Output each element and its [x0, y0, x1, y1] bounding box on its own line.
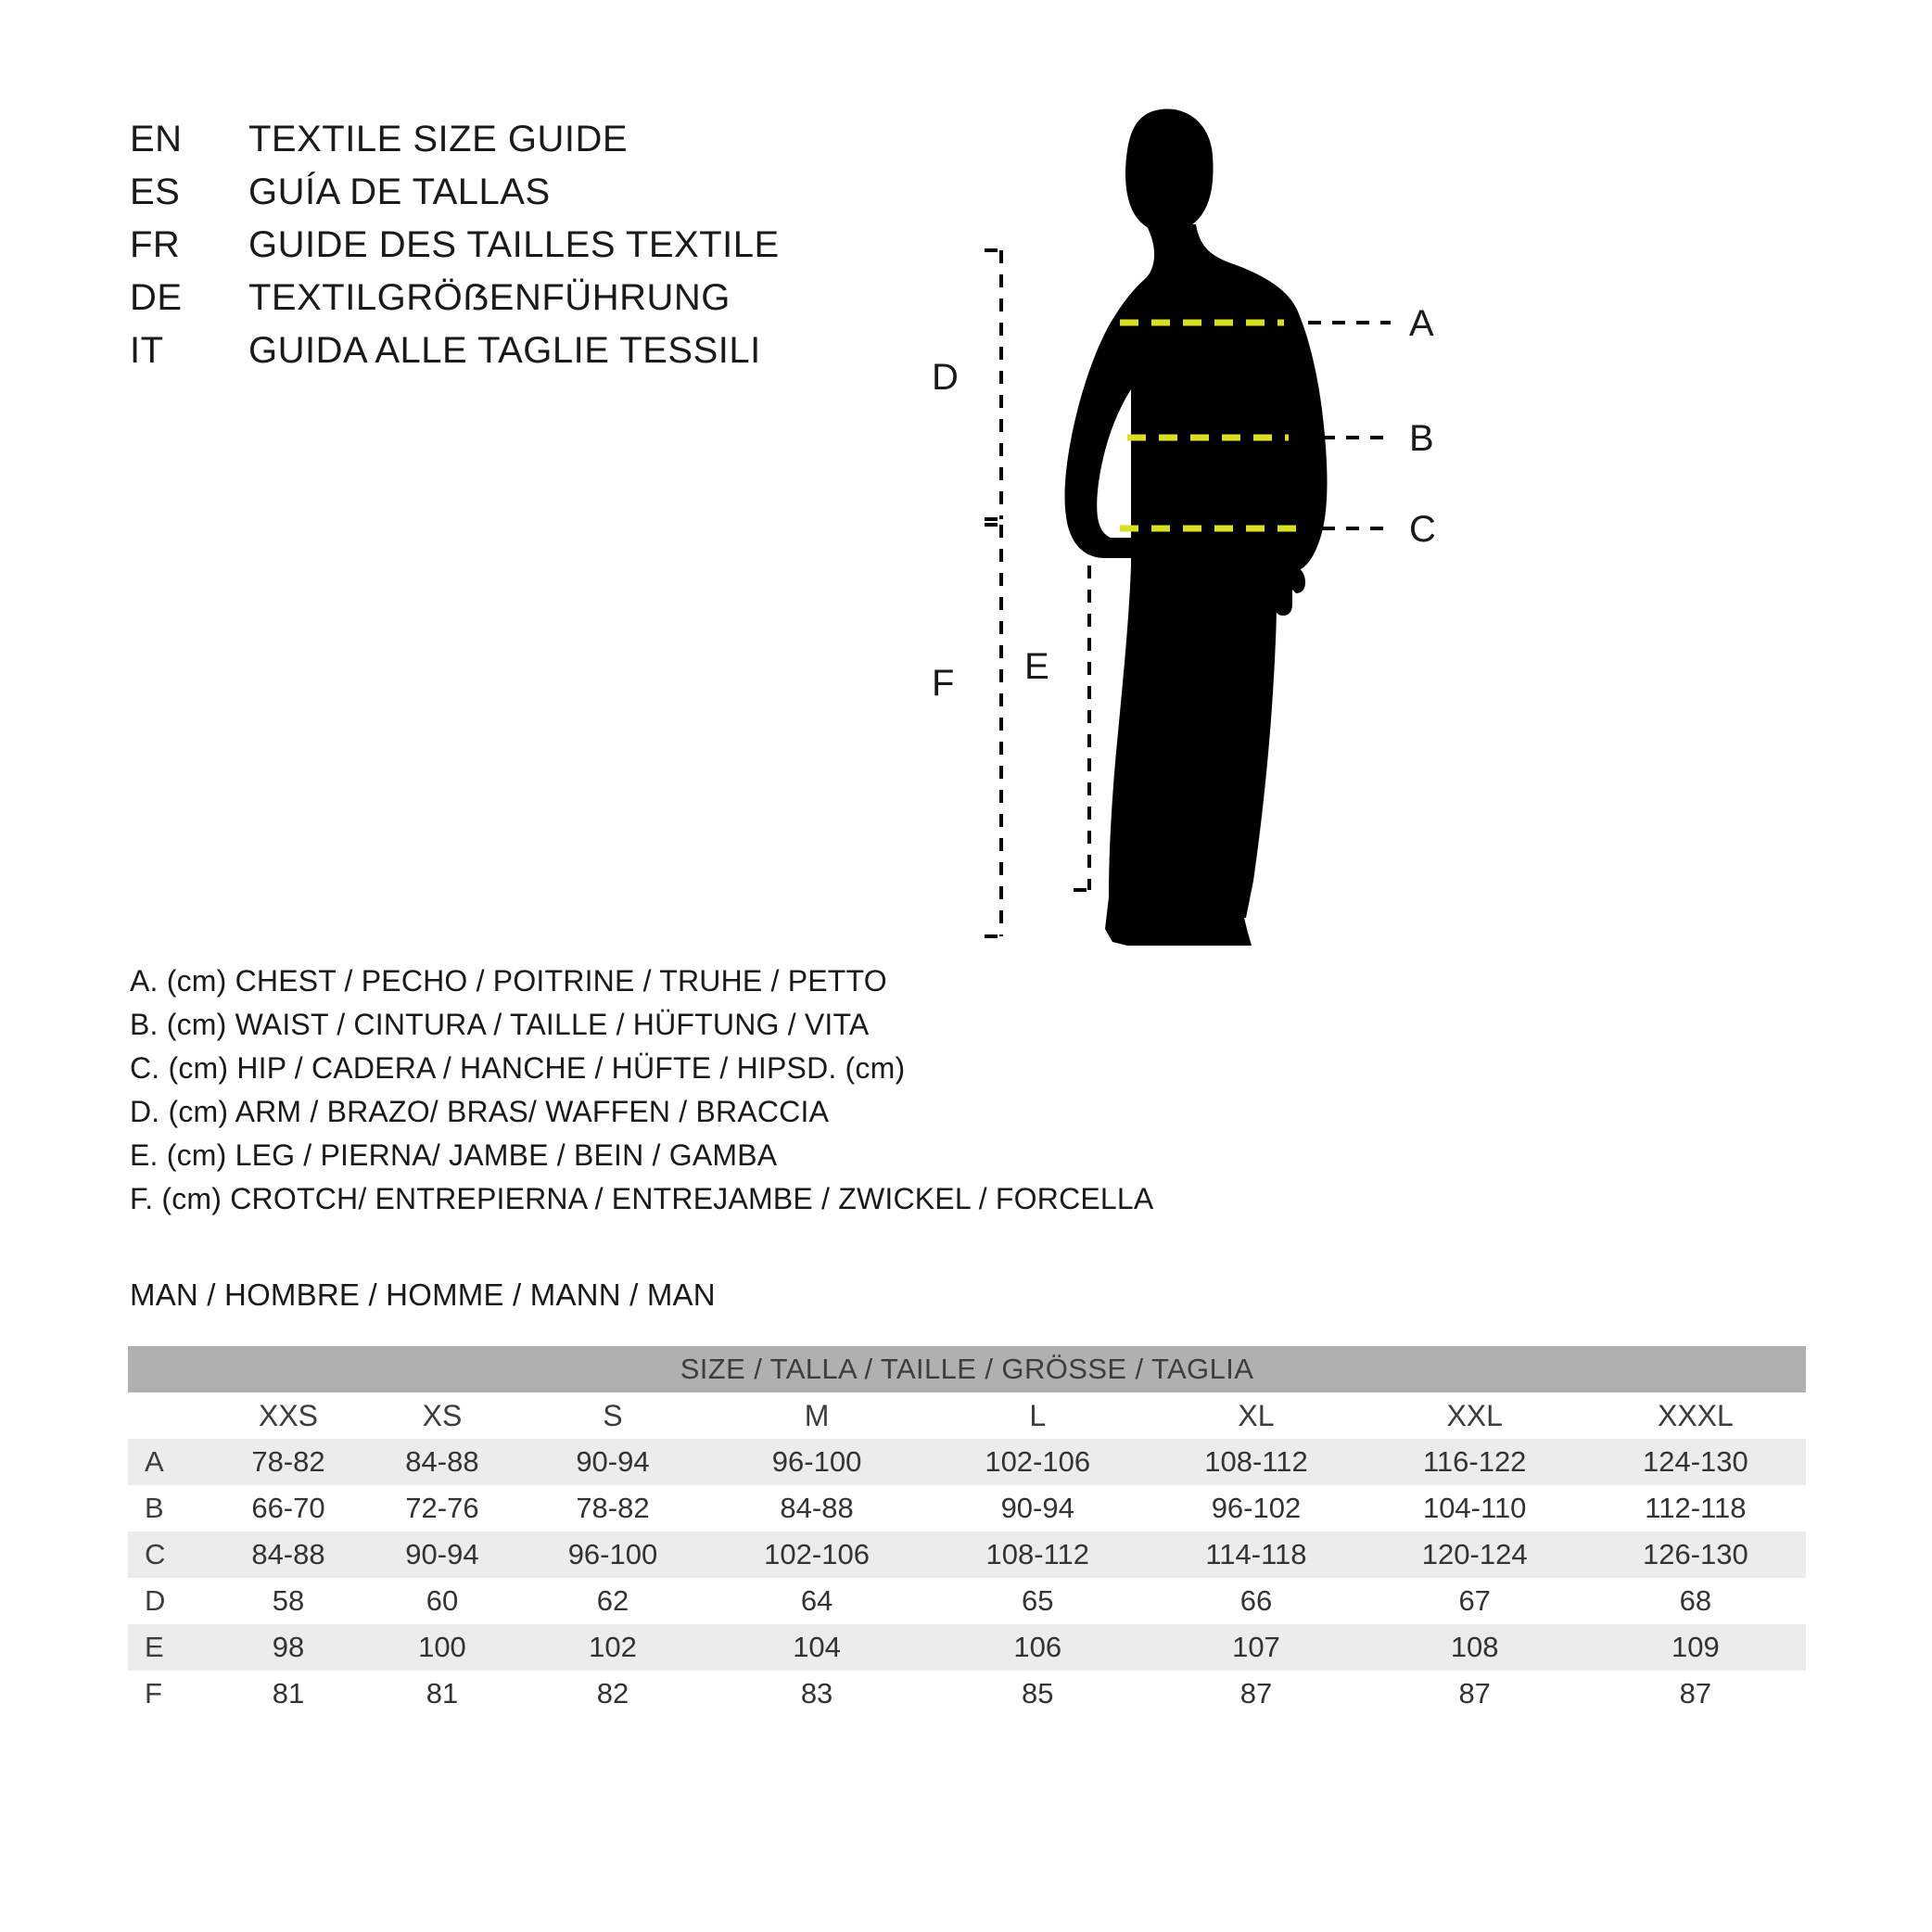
cell-d-l: 65 — [927, 1578, 1148, 1624]
title-row — [130, 172, 964, 224]
title-lang-de: DE — [130, 277, 183, 318]
cell-f-s: 82 — [519, 1671, 706, 1717]
title-text-de: TEXTILGRÖẞENFÜHRUNG — [248, 277, 731, 318]
cell-a-m: 96-100 — [706, 1439, 927, 1485]
cell-b-l: 90-94 — [927, 1485, 1148, 1532]
table-row — [128, 1485, 1806, 1532]
title-row — [130, 224, 964, 277]
size-header-xxs: XXS — [211, 1392, 365, 1439]
table-row — [128, 1532, 1806, 1578]
cell-f-xs: 81 — [365, 1671, 519, 1717]
cell-e-s: 102 — [519, 1624, 706, 1671]
cell-e-l: 106 — [927, 1624, 1148, 1671]
cell-d-xxl: 67 — [1365, 1578, 1585, 1624]
title-lang-it: IT — [130, 330, 164, 371]
title-text-en: TEXTILE SIZE GUIDE — [248, 119, 629, 159]
title-lang-en: EN — [130, 119, 183, 159]
title-row — [130, 277, 964, 330]
table-size-header-row — [128, 1392, 1806, 1439]
table-header-band — [128, 1346, 1806, 1392]
title-text-es: GUÍA DE TALLAS — [248, 172, 551, 212]
cell-e-m: 104 — [706, 1624, 927, 1671]
size-header-xxxl: XXXL — [1585, 1392, 1806, 1439]
label-b: B — [1409, 418, 1434, 459]
cell-f-l: 85 — [927, 1671, 1148, 1717]
cell-c-m: 102-106 — [706, 1532, 927, 1578]
cell-b-xxxl: 112-118 — [1585, 1485, 1806, 1532]
label-c: C — [1409, 509, 1436, 550]
row-label-d: D — [128, 1578, 211, 1624]
cell-d-xl: 66 — [1148, 1578, 1364, 1624]
title-row — [130, 119, 964, 172]
table-row — [128, 1578, 1806, 1624]
cell-d-xs: 60 — [365, 1578, 519, 1624]
cell-d-xxs: 58 — [211, 1578, 365, 1624]
title-text-fr: GUIDE DES TAILLES TEXTILE — [248, 224, 780, 265]
title-lang-es: ES — [130, 172, 181, 212]
cell-f-xl: 87 — [1148, 1671, 1364, 1717]
cell-a-xxl: 116-122 — [1365, 1439, 1585, 1485]
cell-d-m: 64 — [706, 1578, 927, 1624]
legend-item-f: F. (cm) CROTCH/ ENTREPIERNA / ENTREJAMBE / ZWICKEL / FORCELLA — [130, 1182, 1154, 1215]
dimension-f — [985, 525, 1001, 936]
title-text-it: GUIDA ALLE TAGLIE TESSILI — [248, 330, 761, 371]
cell-e-xxl: 108 — [1365, 1624, 1585, 1671]
cell-f-xxs: 81 — [211, 1671, 365, 1717]
cell-b-xs: 72-76 — [365, 1485, 519, 1532]
row-label-c: C — [128, 1532, 211, 1578]
size-header-s: S — [519, 1392, 706, 1439]
table-row — [128, 1439, 1806, 1485]
measurement-legend — [130, 964, 1168, 1226]
cell-a-xxxl: 124-130 — [1585, 1439, 1806, 1485]
table-row — [128, 1671, 1806, 1717]
label-d: D — [932, 357, 959, 398]
cell-f-m: 83 — [706, 1671, 927, 1717]
cell-a-s: 90-94 — [519, 1439, 706, 1485]
table-row — [128, 1624, 1806, 1671]
cell-a-l: 102-106 — [927, 1439, 1148, 1485]
cell-c-s: 96-100 — [519, 1532, 706, 1578]
cell-e-xl: 107 — [1148, 1624, 1364, 1671]
legend-item-e: E. (cm) LEG / PIERNA/ JAMBE / BEIN / GAMBA — [130, 1138, 778, 1172]
size-header-xs: XS — [365, 1392, 519, 1439]
table-header-label: SIZE / TALLA / TAILLE / GRÖSSE / TAGLIA — [128, 1346, 1806, 1392]
cell-b-xxs: 66-70 — [211, 1485, 365, 1532]
gender-label: MAN / HOMBRE / HOMME / MANN / MAN — [130, 1277, 716, 1312]
row-label-b: B — [128, 1485, 211, 1532]
cell-f-xxxl: 87 — [1585, 1671, 1806, 1717]
row-label-f: F — [128, 1671, 211, 1717]
size-header-l: L — [927, 1392, 1148, 1439]
label-a: A — [1409, 303, 1434, 344]
cell-e-xxs: 98 — [211, 1624, 365, 1671]
title-row — [130, 330, 964, 383]
cell-c-l: 108-112 — [927, 1532, 1148, 1578]
cell-a-xxs: 78-82 — [211, 1439, 365, 1485]
label-f: F — [932, 663, 955, 704]
cell-d-s: 62 — [519, 1578, 706, 1624]
size-table — [128, 1346, 1806, 1717]
cell-c-xxxl: 126-130 — [1585, 1532, 1806, 1578]
cell-e-xs: 100 — [365, 1624, 519, 1671]
corner-cell — [128, 1392, 211, 1439]
legend-item-d: D. (cm) ARM / BRAZO/ BRAS/ WAFFEN / BRACCIA — [130, 1095, 830, 1128]
body-measurement-diagram — [932, 83, 1854, 1252]
cell-a-xl: 108-112 — [1148, 1439, 1364, 1485]
cell-a-xs: 84-88 — [365, 1439, 519, 1485]
cell-b-m: 84-88 — [706, 1485, 927, 1532]
cell-c-xl: 114-118 — [1148, 1532, 1364, 1578]
size-header-xl: XL — [1148, 1392, 1364, 1439]
dimension-d — [985, 250, 1001, 519]
legend-item-c: C. (cm) HIP / CADERA / HANCHE / HÜFTE / HIPSD. (cm) — [130, 1051, 906, 1085]
label-e: E — [1024, 646, 1049, 687]
cell-c-xxs: 84-88 — [211, 1532, 365, 1578]
legend-item-a: A. (cm) CHEST / PECHO / POITRINE / TRUHE / PETTO — [130, 964, 887, 998]
row-label-a: A — [128, 1439, 211, 1485]
cell-c-xs: 90-94 — [365, 1532, 519, 1578]
size-header-m: M — [706, 1392, 927, 1439]
size-table-wrapper — [128, 1346, 1806, 1717]
title-lang-fr: FR — [130, 224, 181, 265]
cell-b-s: 78-82 — [519, 1485, 706, 1532]
title-block — [130, 119, 964, 383]
cell-b-xxl: 104-110 — [1365, 1485, 1585, 1532]
cell-e-xxxl: 109 — [1585, 1624, 1806, 1671]
cell-b-xl: 96-102 — [1148, 1485, 1364, 1532]
cell-d-xxxl: 68 — [1585, 1578, 1806, 1624]
cell-c-xxl: 120-124 — [1365, 1532, 1585, 1578]
size-header-xxl: XXL — [1365, 1392, 1585, 1439]
legend-item-b: B. (cm) WAIST / CINTURA / TAILLE / HÜFTUNG / VITA — [130, 1008, 870, 1041]
row-label-e: E — [128, 1624, 211, 1671]
cell-f-xxl: 87 — [1365, 1671, 1585, 1717]
